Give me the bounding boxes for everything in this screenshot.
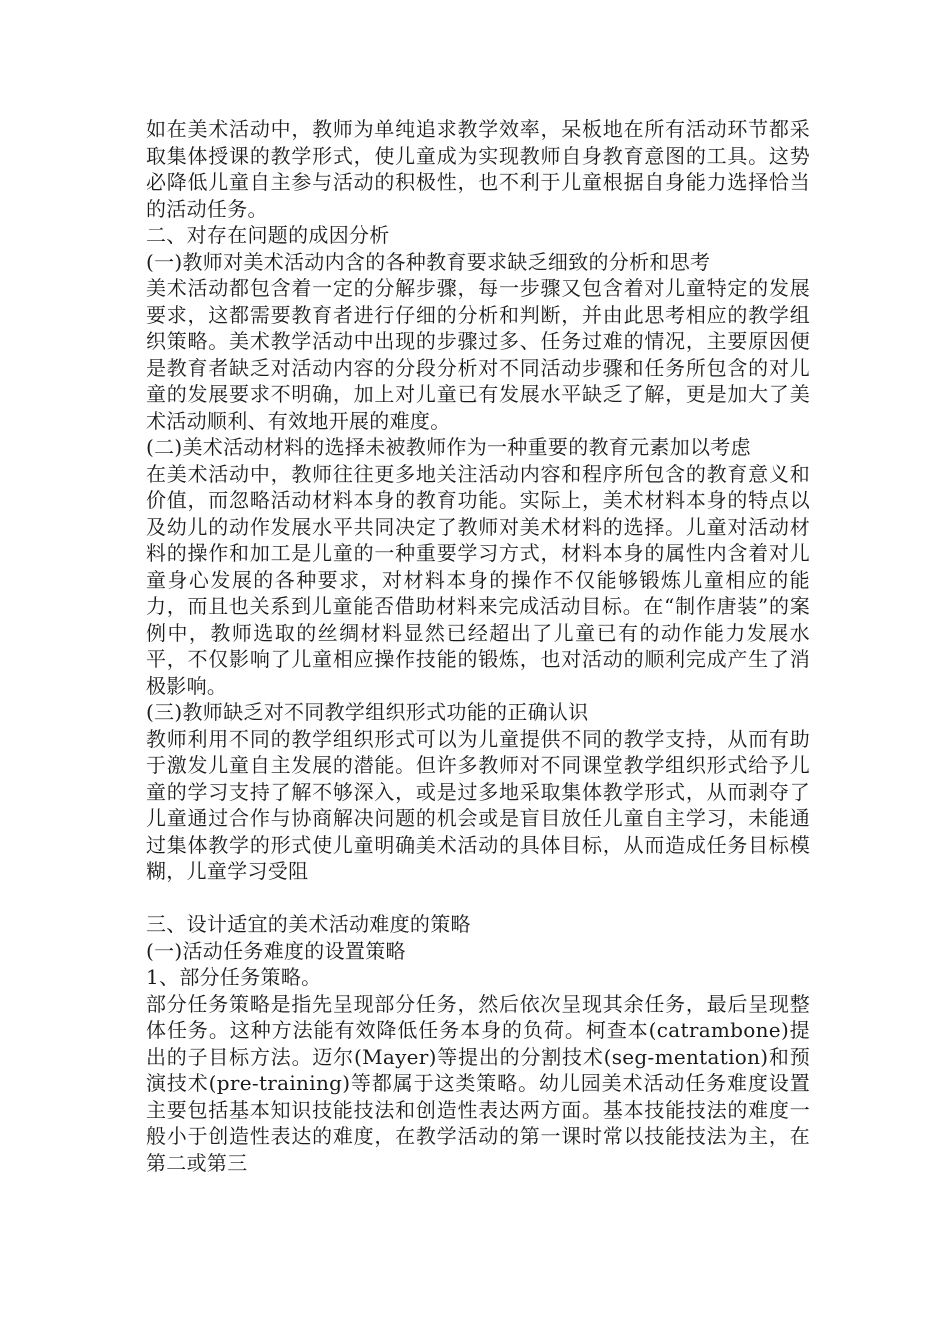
blank-line <box>146 885 810 912</box>
paragraph-2-2: 在美术活动中，教师往往更多地关注活动内容和程序所包含的教育意义和价值，而忽略活动材料本身的教育功能。实际上，美术材料本身的特点以及幼儿的动作发展水平共同决定了教师对美术材料的选择。儿童对活动材料的操作和加工是儿童的一种重要学习方式，材料本身的属性内含着对儿童身心发展的各种要求，对材料本身的操作不仅能够锻炼儿童相应的能力，而且也关系到儿童能否借助材料来完成活动目标。在“制作唐装”的案例中，教师选取的丝绸材料显然已经超出了儿童已有的动作能力发展水平，不仅影响了儿童相应操作技能的锻炼，也对活动的顺利完成产生了消极影响。 <box>146 461 810 698</box>
subheading-2-2: (二)美术活动材料的选择未被教师作为一种重要的教育元素加以考虑 <box>146 435 751 459</box>
subheading-2-1: (一)教师对美术活动内含的各种教育要求缺乏细致的分析和思考 <box>146 249 711 274</box>
subheading-2-3: (三)教师缺乏对不同教学组织形式功能的正确认识 <box>146 700 589 724</box>
section-heading-3: 三、设计适宜的美术活动难度的策略 <box>146 912 471 936</box>
paragraph-collective-teaching-issue: 如在美术活动中，教师为单纯追求教学效率，呆板地在所有活动环节都采取集体授课的教学形式，使儿童成为实现教师自身教育意图的工具。这势必降低儿童自主参与活动的积极性，也不利于儿童根据自身能力选择恰当的活动任务。 <box>146 117 810 221</box>
document-page <box>146 116 810 1176</box>
subheading-3-1-1: 1、部分任务策略。 <box>146 965 322 989</box>
paragraph-3-1-1: 部分任务策略是指先呈现部分任务，然后依次呈现其余任务，最后呈现整体任务。这种方法能有效降低任务本身的负荷。柯查本(catrambone)提出的子目标方法。迈尔(Mayer)等提出的分割技术(seg-mentation)和预演技术(pre-training)等都属于这类策略。幼儿园美术活动任务难度设置主要包括基本知识技能技法和创造性表达两方面。基本技能技法的难度一般小于创造性表达的难度，在教学活动的第一课时常以技能技法为主，在第二或第三 <box>146 991 810 1175</box>
paragraph-2-3: 教师利用不同的教学组织形式可以为儿童提供不同的教学支持，从而有助于激发儿童自主发展的潜能。但许多教师对不同课堂教学组织形式给予儿童的学习支持了解不够深入，或是过多地采取集体教学形式，从而剥夺了儿童通过合作与协商解决问题的机会或是盲目放任儿童自主学习，未能通过集体教学的形式使儿童明确美术活动的具体目标，从而造成任务目标模糊，儿童学习受阻 <box>146 726 810 883</box>
section-heading-2: 二、对存在问题的成因分析 <box>146 223 390 247</box>
paragraph-2-1: 美术活动都包含着一定的分解步骤，每一步骤又包含着对儿童特定的发展要求，这都需要教育者进行仔细的分析和判断，并由此思考相应的教学组织策略。美术教学活动中出现的步骤过多、任务过难的情况，主要原因便是教育者缺乏对活动内容的分段分析对不同活动步骤和任务所包含的对儿童的发展要求不明确，加上对儿童已有发展水平缺乏了解，更是加大了美术活动顺利、有效地开展的难度。 <box>146 276 810 433</box>
subheading-3-1: (一)活动任务难度的设置策略 <box>146 938 406 963</box>
